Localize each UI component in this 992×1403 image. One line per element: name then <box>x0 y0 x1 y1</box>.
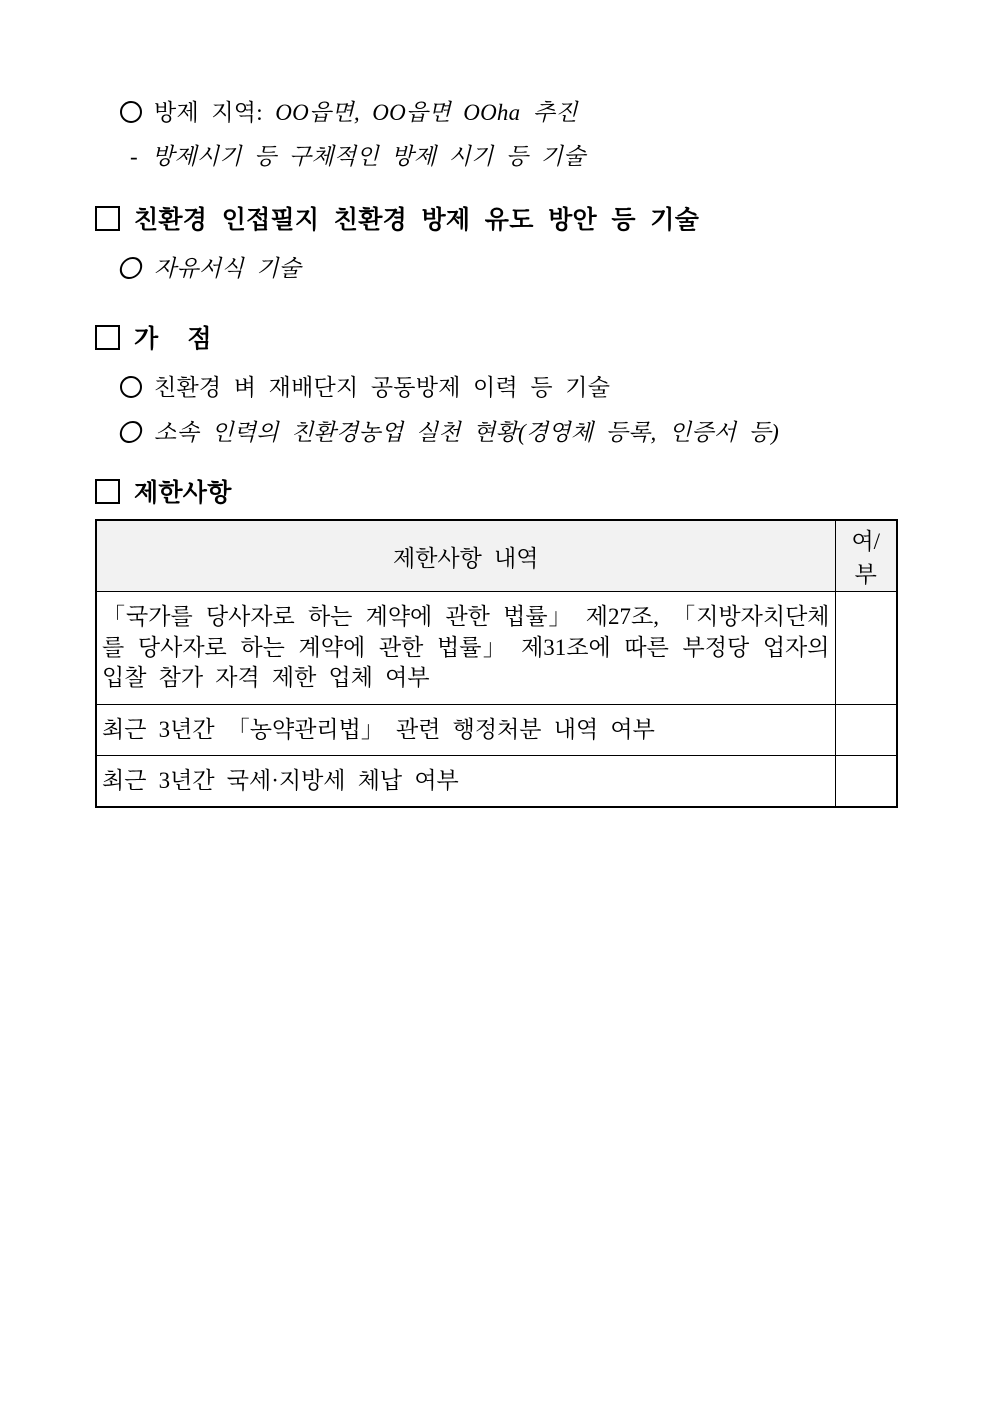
circle-bullet-icon <box>118 257 144 279</box>
heading-text: 친환경 인접필지 친환경 방제 유도 방안 등 기술 <box>134 207 700 234</box>
yes-no-cell <box>835 592 897 705</box>
restriction-text-cell: 최근 3년간 국세·지방세 체납 여부 <box>96 756 835 808</box>
yes-no-cell <box>835 756 897 808</box>
sub-line-text: 방제시기 등 구체적인 방제 시기 등 기술 <box>151 144 586 169</box>
circle-bullet-icon <box>120 101 142 123</box>
circle-bullet-icon <box>118 421 144 443</box>
restriction-text-cell: 「국가를 당사자로 하는 계약에 관한 법률」 제27조, 「지방자치단체를 당사자로 하는 계약에 관한 법률」 제31조에 따른 부정당 업자의 입찰 참가 자격 제한 업체 여부 <box>96 592 835 705</box>
heading-text: 제한사항 <box>134 480 232 507</box>
line-text: 소속 인력의 친환경농업 실천 현황(경영체 등록, 인증서 등) <box>154 420 780 445</box>
checkbox-square-icon <box>95 206 120 231</box>
heading-restrictions <box>95 478 896 510</box>
line-label: 방제 지역: <box>154 100 263 125</box>
column-header-description: 제한사항 내역 <box>96 520 835 592</box>
heading-text: 가 점 <box>134 326 212 353</box>
table-header-row <box>96 520 897 592</box>
checkbox-square-icon <box>95 325 120 350</box>
line-text: 친환경 벼 재배단지 공동방제 이력 등 기술 <box>154 375 611 400</box>
circle-bullet-icon <box>120 376 142 398</box>
line-text: 자유서식 기술 <box>154 256 302 281</box>
yes-no-cell <box>835 705 897 756</box>
bullet-line-free-format <box>120 254 896 284</box>
bullet-line-personnel <box>120 418 896 448</box>
heading-eco-adjacent <box>95 205 896 237</box>
table-row <box>96 756 897 808</box>
table-row <box>96 705 897 756</box>
sub-line-control-timing <box>130 142 896 172</box>
restriction-text-cell: 최근 3년간 「농약관리법」 관련 행정처분 내역 여부 <box>96 705 835 756</box>
checkbox-square-icon <box>95 479 120 504</box>
table-row <box>96 592 897 705</box>
line-value-italic: OO읍면, OO읍면 OOha 추진 <box>275 100 578 125</box>
restrictions-table <box>95 519 898 808</box>
heading-bonus-points <box>95 324 896 356</box>
column-header-yes-no: 여/부 <box>835 520 897 592</box>
bullet-line-control-area <box>120 98 896 128</box>
bullet-line-eco-rice <box>120 373 896 403</box>
dash-bullet: - <box>130 144 138 169</box>
